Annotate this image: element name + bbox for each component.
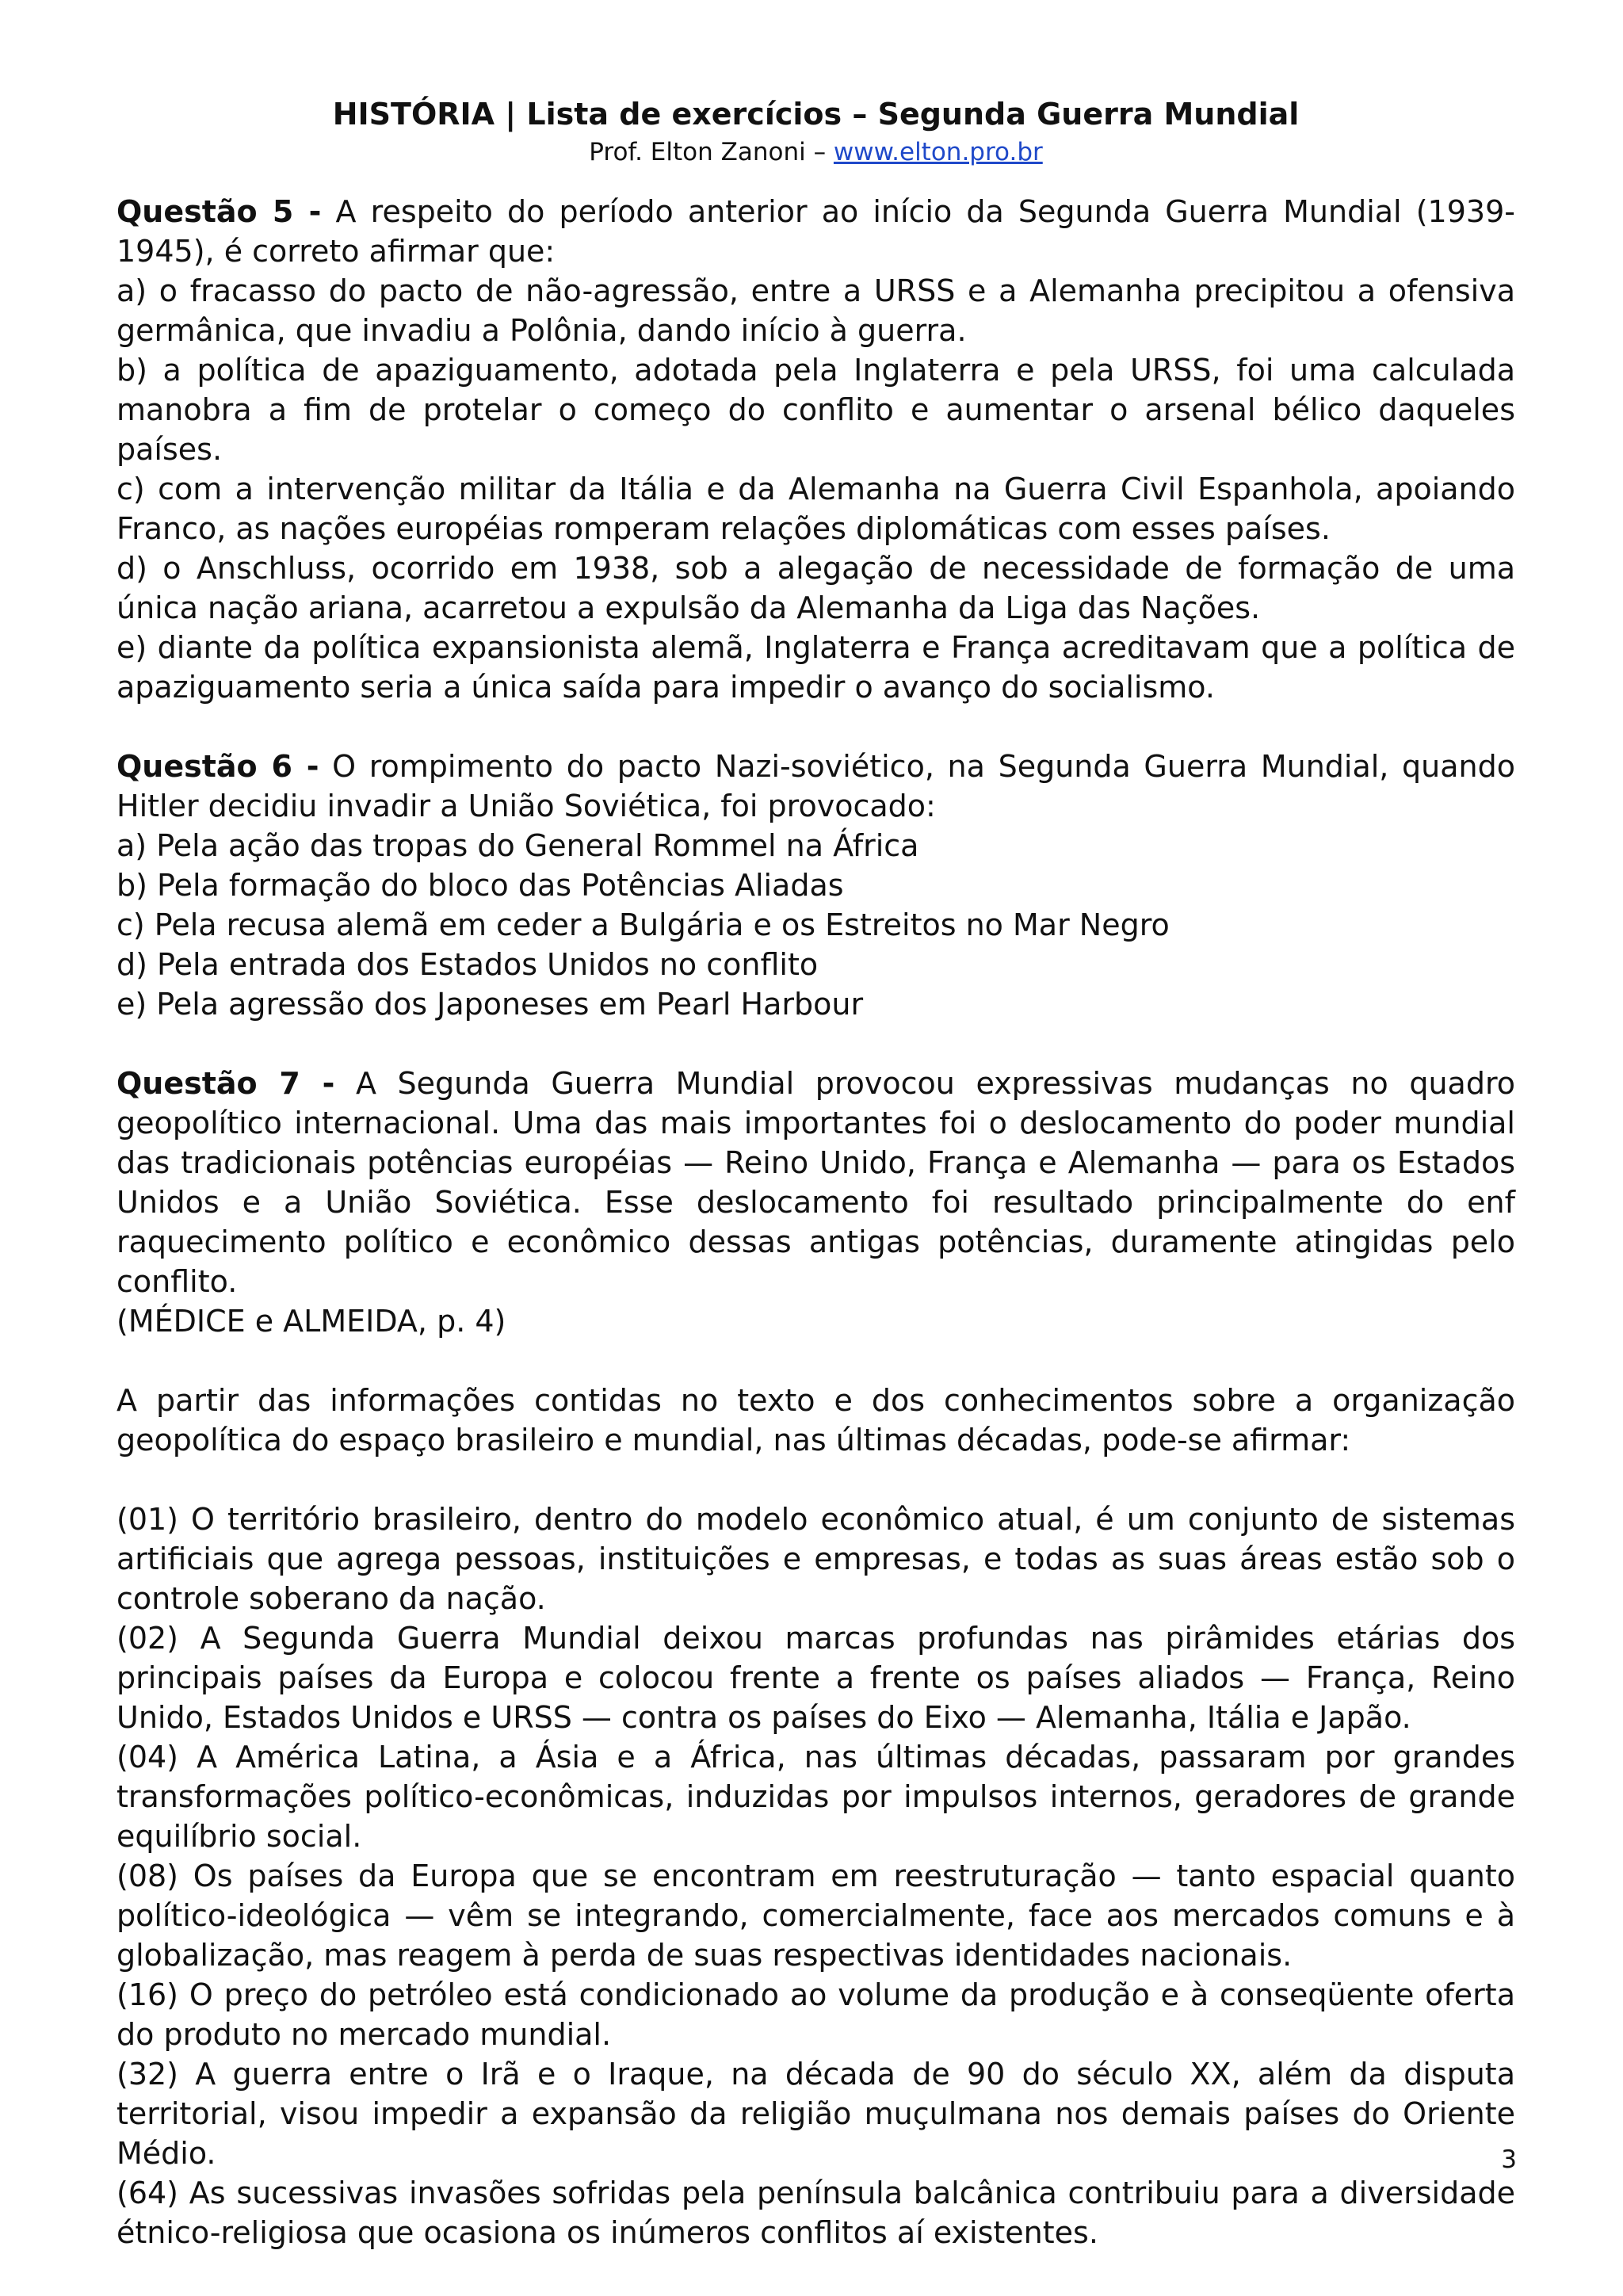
header-website-link[interactable]: www.elton.pro.br — [833, 138, 1043, 166]
question-7-prompt: A partir das informações contidas no texto e dos conhecimentos sobre a organização geopolítica do espaço brasileiro e mundial, nas últimas décadas, pode-se afirmar: — [116, 1383, 1515, 1457]
spacer — [116, 707, 1515, 747]
question-7-label: Questão 7 - — [116, 1066, 335, 1101]
question-7-option-32: (32) A guerra entre o Irã e o Iraque, na década de 90 do século XX, além da disputa territorial, visou impedir a expansão da religião muçulmana nos demais países do Oriente Médio. — [116, 2057, 1515, 2171]
question-6-option-c: c) Pela recusa alemã em ceder a Bulgária e os Estreitos no Mar Negro — [116, 907, 1170, 942]
question-7-option-04: (04) A América Latina, a Ásia e a África, nas últimas décadas, passaram por grandes transformações político-econômicas, induzidas por impulsos internos, geradores de grande equilíbrio social. — [116, 1740, 1515, 1854]
question-5-option-b: b) a política de apaziguamento, adotada pela Inglaterra e pela URSS, foi uma calculada manobra a fim de protelar o começo do conflito e aumentar o arsenal bélico daqueles países. — [116, 353, 1515, 467]
question-5-option-e: e) diante da política expansionista alemã, Inglaterra e França acreditavam que a política de apaziguamento seria a única saída para impedir o avanço do socialismo. — [116, 630, 1515, 705]
question-7-option-01: (01) O território brasileiro, dentro do modelo econômico atual, é um conjunto de sistemas artificiais que agrega pessoas, instituições e empresas, e todas as suas áreas estão sob o controle soberano da nação. — [116, 1502, 1515, 1616]
header-title: HISTÓRIA | Lista de exercícios – Segunda Guerra Mundial — [332, 97, 1300, 132]
question-6-text: O rompimento do pacto Nazi-soviético, na Segunda Guerra Mundial, quando Hitler decidiu invadir a União Soviética, foi provocado: — [116, 749, 1515, 823]
question-7-option-64: (64) As sucessivas invasões sofridas pela península balcânica contribuiu para a diversidade étnico-religiosa que ocasiona os inúmeros conflitos aí existentes. — [116, 2176, 1515, 2250]
question-6-option-b: b) Pela formação do bloco das Potências Aliadas — [116, 868, 844, 903]
question-5-stem — [116, 192, 1515, 271]
question-7-text: A Segunda Guerra Mundial provocou expressivas mudanças no quadro geopolítico internacional. Uma das mais importantes foi o deslocamento do poder mundial das tradicionais potências européias — Reino Unido, França e Alemanha — para os Estados Unidos e a União Soviética. Esse deslocamento foi resultado principalmente do enf raquecimento político e econômico dessas antigas potências, duramente atingidas pelo conflito. — [116, 1066, 1515, 1299]
spacer — [116, 1460, 1515, 1499]
question-5-option-a: a) o fracasso do pacto de não-agressão, entre a URSS e a Alemanha precipitou a ofensiva germânica, que invadiu a Polônia, dando início à guerra. — [116, 273, 1515, 348]
question-6-stem — [116, 747, 1515, 826]
header-author: Prof. Elton Zanoni – — [589, 138, 834, 166]
question-7-option-16: (16) O preço do petróleo está condicionado ao volume da produção e à conseqüente oferta do produto no mercado mundial. — [116, 1977, 1515, 2052]
spacer — [116, 1024, 1515, 1064]
question-6-option-a: a) Pela ação das tropas do General Rommel na África — [116, 828, 919, 863]
spacer — [116, 1341, 1515, 1381]
document-page — [116, 94, 1515, 2252]
question-7-option-08: (08) Os países da Europa que se encontram em reestruturação — tanto espacial quanto político-ideológica — vêm se integrando, comercialmente, face aos mercados comuns e à globalização, mas reagem à perda de suas respectivas identidades nacionais. — [116, 1859, 1515, 1973]
question-6-option-e: e) Pela agressão dos Japoneses em Pearl Harbour — [116, 987, 864, 1022]
question-5-text: A respeito do período anterior ao início da Segunda Guerra Mundial (1939-1945), é correto afirmar que: — [116, 194, 1515, 269]
header-author-line — [116, 135, 1515, 170]
question-7-citation: (MÉDICE e ALMEIDA, p. 4) — [116, 1304, 506, 1339]
question-7-option-02: (02) A Segunda Guerra Mundial deixou marcas profundas nas pirâmides etárias dos principais países da Europa e colocou frente a frente os países aliados — França, Reino Unido, Estados Unidos e URSS — contra os países do Eixo — Alemanha, Itália e Japão. — [116, 1621, 1515, 1735]
page-number: 3 — [1501, 2145, 1517, 2174]
question-5-option-c: c) com a intervenção militar da Itália e da Alemanha na Guerra Civil Espanhola, apoiando Franco, as nações européias romperam relações diplomáticas com esses países. — [116, 472, 1515, 546]
exercise-content — [116, 192, 1515, 2252]
question-7-stem — [116, 1064, 1515, 1301]
question-6-label: Questão 6 - — [116, 749, 319, 784]
question-5-option-d: d) o Anschluss, ocorrido em 1938, sob a alegação de necessidade de formação de uma única nação ariana, acarretou a expulsão da Alemanha da Liga das Nações. — [116, 551, 1515, 625]
question-6-option-d: d) Pela entrada dos Estados Unidos no conflito — [116, 947, 819, 982]
question-5-label: Questão 5 - — [116, 194, 322, 229]
page-header — [116, 94, 1515, 170]
